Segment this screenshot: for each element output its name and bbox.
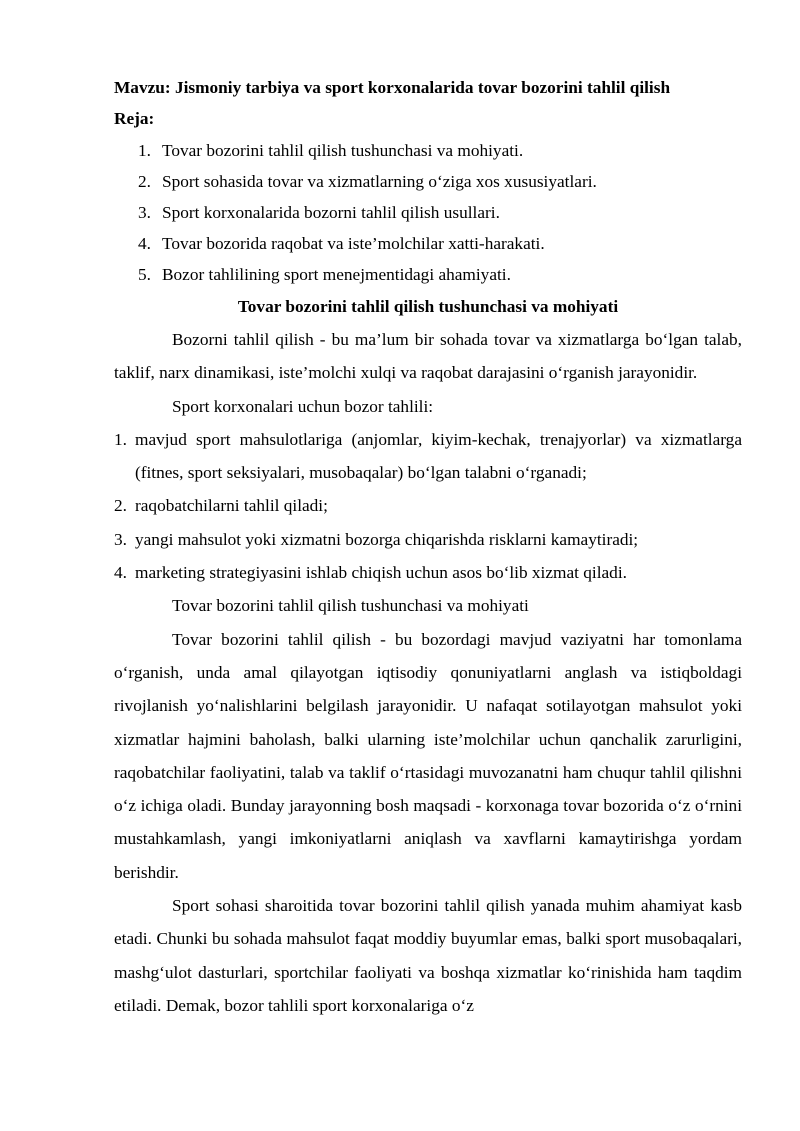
plan-item: 3. Sport korxonalarida bozorni tahlil qilish usullari. — [138, 203, 500, 222]
analysis-item: 2. raqobatchilarni tahlil qiladi; — [114, 496, 328, 516]
section-heading: Tovar bozorini tahlil qilish tushunchasi va mohiyati — [237, 297, 619, 316]
plan-list — [114, 135, 742, 290]
plan-item: 4. Tovar bozorida raqobat va iste’molchilar xatti-harakati. — [138, 234, 545, 253]
subheading: Tovar bozorini tahlil qilish tushunchasi va mohiyati — [172, 596, 529, 616]
paragraph: Tovar bozorini tahlil qilish - bu bozordagi mavjud vaziyatni har tomonlama o‘rganish, unda amal qilayotgan iqtisodiy qonuniyatlarni anglash va istiqboldagi rivojlanish yo‘nalishlarini belgilash jarayonidir. U nafaqat sotilayotgan mahsulot yoki xizmatlar hajmini baholash, balki ularning iste’molchilar uchun qanchalik zarurligini, raqobatchilar faoliyatini, talab va taklif o‘rtasidagi muvozanatni ham chuqur tahlil qilishni o‘z ichiga oladi. Bunday jarayonning bosh maqsadi - korxonaga tovar bozorida o‘z o‘rnini mustahkamlash, yangi imkoniyatlarni aniqlash va xavflarni kamaytirishga yordam berishdir. — [114, 629, 742, 882]
plan-item: 2. Sport sohasida tovar va xizmatlarning o‘ziga xos xususiyatlari. — [138, 172, 597, 191]
paragraph: Bozorni tahlil qilish - bu ma’lum bir sohada tovar va xizmatlarga bo‘lgan talab, taklif, narx dinamikasi, iste’molchi xulqi va raqobat darajasini o‘rganish jarayonidir. — [114, 330, 742, 383]
document-title: Mavzu: Jismoniy tarbiya va sport korxonalarida tovar bozorini tahlil qilish — [114, 78, 671, 97]
analysis-item: 4. marketing strategiyasini ishlab chiqish uchun asos bo‘lib xizmat qiladi. — [114, 563, 627, 583]
document-body — [114, 73, 742, 1022]
plan-item: 1. Tovar bozorini tahlil qilish tushunchasi va mohiyati. — [138, 141, 524, 160]
plan-label: Reja: — [114, 109, 155, 128]
analysis-item: 1. mavjud sport mahsulotlariga (anjomlar, kiyim-kechak, trenajyorlar) va xizmatlarga (fitnes, sport seksiyalari, musobaqalar) bo‘lgan talabni o‘rganadi; — [114, 429, 742, 483]
plan-item: 5. Bozor tahlilining sport menejmentidagi ahamiyati. — [138, 265, 511, 284]
analysis-item: 3. yangi mahsulot yoki xizmatni bozorga chiqarishda risklarni kamaytiradi; — [114, 529, 639, 549]
paragraph: Sport sohasi sharoitida tovar bozorini tahlil qilish yanada muhim ahamiyat kasb etadi. Chunki bu sohada mahsulot faqat moddiy buyumlar emas, balki sport musobaqalari, mashg‘ulot dasturlari, sportchilar faoliyati va boshqa xizmatlar ko‘rinishida ham taqdim etiladi. Demak, bozor tahlili sport korxonalariga o‘z — [114, 896, 742, 1015]
analysis-list — [114, 423, 742, 589]
analysis-intro: Sport korxonalari uchun bozor tahlili: — [172, 396, 434, 416]
